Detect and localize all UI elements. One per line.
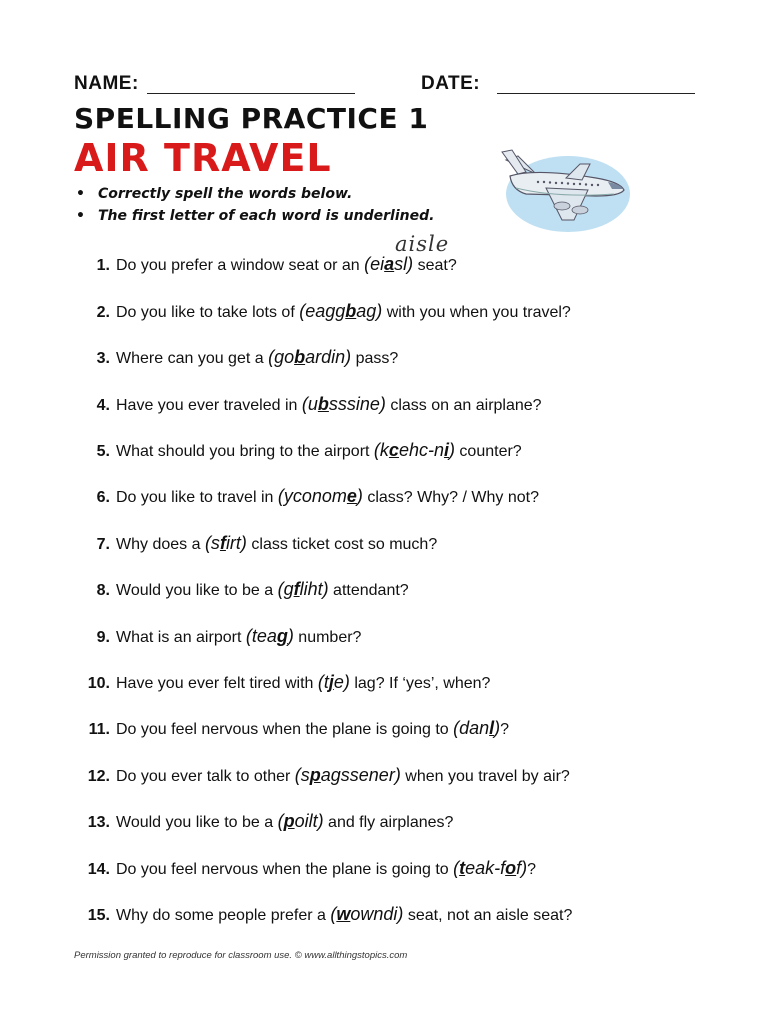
question-text: and fly airplanes?: [323, 814, 454, 831]
scrambled-word: e): [333, 672, 350, 692]
question-number: 1.: [96, 257, 110, 274]
question-item: [72, 486, 539, 510]
question-number: 3.: [96, 350, 110, 367]
scrambled-word: oilt): [294, 811, 324, 831]
question-number: 5.: [96, 443, 110, 460]
question-text: Why do some people prefer a: [116, 907, 331, 924]
scrambled-word: (k: [373, 440, 389, 460]
question-item: [72, 533, 437, 557]
scrambled-word: irt): [225, 533, 247, 553]
question-text: Do you like to travel in: [116, 489, 278, 506]
question-text: seat?: [413, 257, 457, 274]
scrambled-word: (u: [301, 394, 318, 414]
instruction-item: [74, 183, 434, 205]
question-number: 14.: [87, 861, 110, 878]
question-text: class on an airplane?: [385, 397, 542, 414]
question-text: Why does a: [116, 536, 205, 553]
bullet-icon: •: [76, 208, 85, 224]
date-blank[interactable]: [497, 73, 695, 94]
question-number: 13.: [87, 814, 110, 831]
question-text: with you when you travel?: [382, 304, 571, 321]
scrambled-word: sl): [394, 254, 414, 274]
question-text: counter?: [454, 443, 522, 460]
question-item: [72, 672, 490, 696]
scrambled-word: (: [453, 858, 460, 878]
question-number: 15.: [87, 907, 110, 924]
question-text: when you travel by air?: [400, 768, 570, 785]
scrambled-word: sssine): [328, 394, 386, 414]
question-item: [72, 626, 361, 650]
question-number: 12.: [87, 768, 110, 785]
question-item: [72, 301, 571, 325]
scrambled-word: (g: [277, 579, 294, 599]
underlined-letter: w: [336, 904, 351, 924]
question-number: 4.: [96, 397, 110, 414]
underlined-letter: l: [489, 718, 495, 738]
scrambled-word: (ei: [364, 254, 385, 274]
question-number: 8.: [96, 582, 110, 599]
scrambled-word: ag): [356, 301, 383, 321]
header-row: [74, 73, 704, 99]
question-text: pass?: [351, 350, 399, 367]
underlined-letter: e: [346, 486, 357, 506]
scrambled-word: ): [356, 486, 363, 506]
scrambled-word: ehc-n: [398, 440, 444, 460]
question-text: number?: [293, 629, 362, 646]
name-blank[interactable]: [147, 73, 355, 94]
question-text: Have you ever traveled in: [116, 397, 302, 414]
question-text: Where can you get a: [116, 350, 269, 367]
instruction-text: Correctly spell the words below.: [98, 186, 353, 202]
question-item: [72, 765, 570, 789]
question-text: Have you ever felt tired with: [116, 675, 318, 692]
question-text: ?: [500, 721, 510, 738]
underlined-letter: p: [283, 811, 295, 831]
question-item: [72, 347, 398, 371]
underlined-letter: o: [505, 858, 517, 878]
scrambled-word: ): [287, 626, 294, 646]
question-text: Do you prefer a window seat or an: [116, 257, 365, 274]
question-text: Do you feel nervous when the plane is going to: [116, 721, 454, 738]
name-label: NAME:: [74, 73, 139, 94]
underlined-letter: f: [219, 533, 226, 553]
scrambled-word: ): [494, 718, 501, 738]
question-number: 2.: [96, 304, 110, 321]
underlined-letter: j: [328, 672, 334, 692]
scrambled-word: (dan: [453, 718, 490, 738]
question-text: What is an airport: [116, 629, 246, 646]
question-text: seat, not an aisle seat?: [403, 907, 573, 924]
question-item: [72, 579, 409, 603]
instruction-item: [74, 205, 434, 227]
question-text: Do you like to take lots of: [116, 304, 300, 321]
question-text: attendant?: [328, 582, 409, 599]
scrambled-word: eak-f: [465, 858, 506, 878]
instructions-list: [74, 183, 434, 227]
question-item: [72, 811, 453, 835]
instruction-text: The first letter of each word is underlined.: [98, 208, 435, 224]
scrambled-word: f): [516, 858, 528, 878]
question-text: class ticket cost so much?: [246, 536, 438, 553]
scrambled-word: (eagg: [299, 301, 346, 321]
airplane-illustration: [496, 138, 630, 236]
scrambled-word: (tea: [245, 626, 277, 646]
question-item: [72, 904, 572, 928]
question-number: 7.: [96, 536, 110, 553]
scrambled-word: (t: [317, 672, 329, 692]
question-item: [72, 440, 522, 464]
question-text: ?: [527, 861, 537, 878]
handwritten-answer: aisle: [395, 232, 450, 256]
underlined-letter: b: [294, 347, 306, 367]
page-subtitle: AIR TRAVEL: [74, 136, 332, 180]
page-title: SPELLING PRACTICE 1: [74, 102, 429, 135]
question-number: 9.: [96, 629, 110, 646]
question-text: Do you ever talk to other: [116, 768, 295, 785]
underlined-letter: i: [443, 440, 449, 460]
question-item: [72, 718, 509, 742]
footer-credit: Permission granted to reproduce for classroom use. © www.allthingstopics.com: [74, 950, 408, 961]
question-text: class? Why? / Why not?: [362, 489, 539, 506]
question-text: Would you like to be a: [116, 582, 278, 599]
underlined-letter: c: [388, 440, 399, 460]
scrambled-word: liht): [299, 579, 329, 599]
scrambled-word: ): [448, 440, 455, 460]
question-text: lag? If ‘yes’, when?: [349, 675, 491, 692]
question-text: Would you like to be a: [116, 814, 278, 831]
date-label: DATE:: [421, 73, 481, 94]
scrambled-word: (yconom: [277, 486, 347, 506]
scrambled-word: (: [277, 811, 284, 831]
question-item: [72, 254, 457, 278]
scrambled-word: ardin): [305, 347, 352, 367]
underlined-letter: t: [459, 858, 466, 878]
bullet-icon: •: [76, 186, 85, 202]
underlined-letter: p: [309, 765, 321, 785]
underlined-letter: a: [384, 254, 395, 274]
underlined-letter: f: [293, 579, 300, 599]
underlined-letter: b: [345, 301, 357, 321]
scrambled-word: (s: [204, 533, 220, 553]
scrambled-word: (: [330, 904, 337, 924]
question-item: [72, 858, 536, 882]
question-text: What should you bring to the airport: [116, 443, 374, 460]
scrambled-word: owndi): [350, 904, 404, 924]
question-item: [72, 394, 542, 418]
scrambled-word: (go: [268, 347, 295, 367]
scrambled-word: agssener): [320, 765, 401, 785]
question-text: Do you feel nervous when the plane is going to: [116, 861, 454, 878]
question-number: 6.: [96, 489, 110, 506]
underlined-letter: b: [317, 394, 329, 414]
question-number: 10.: [87, 675, 110, 692]
scrambled-word: (s: [294, 765, 310, 785]
underlined-letter: g: [276, 626, 288, 646]
question-number: 11.: [88, 721, 110, 738]
